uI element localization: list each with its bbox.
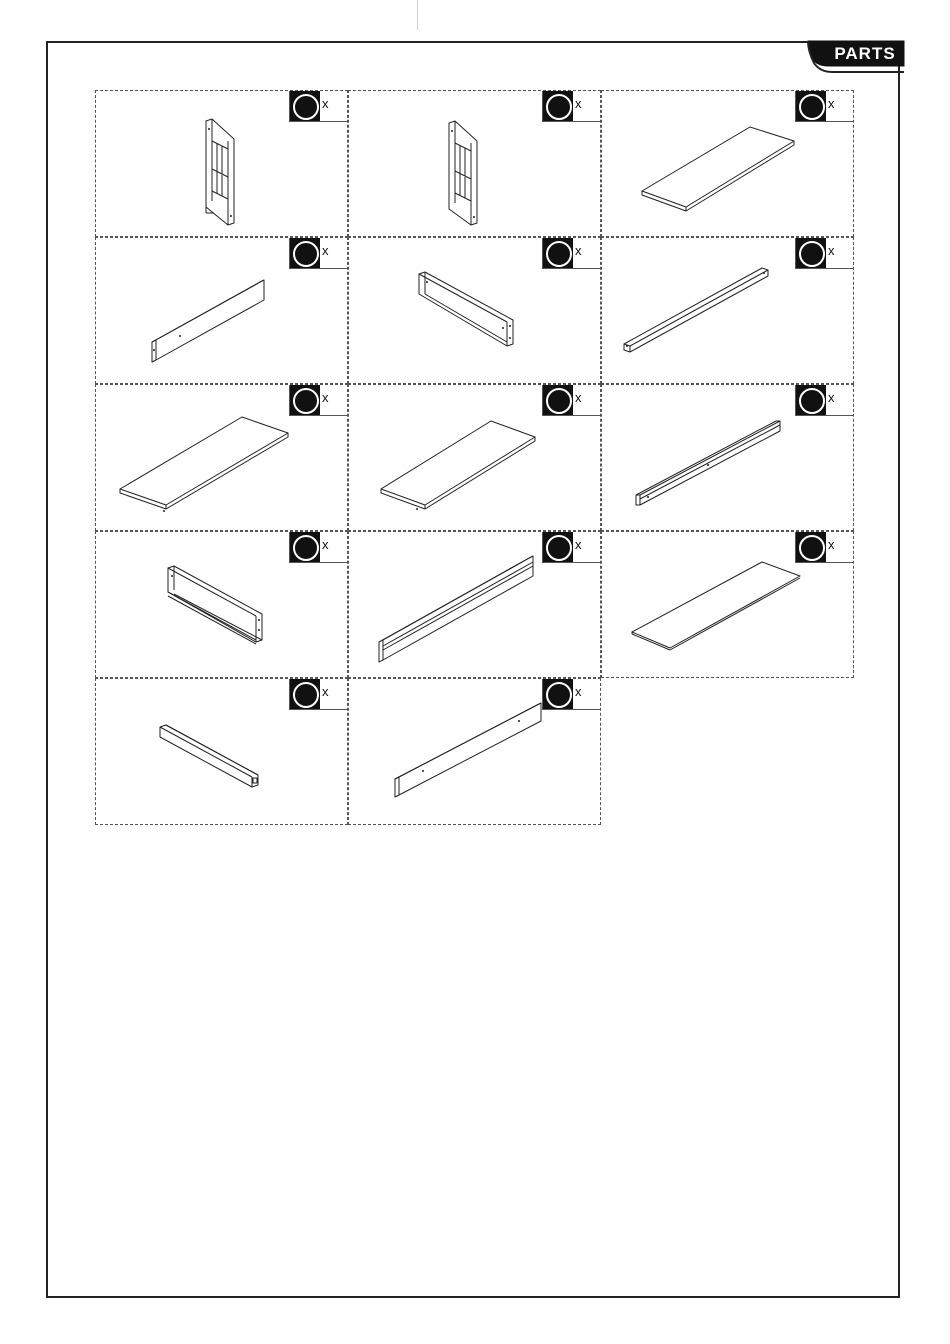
quantity-mark: x xyxy=(322,96,329,111)
quantity-badge xyxy=(795,532,853,563)
quantity-badge xyxy=(289,679,347,710)
part-number-circle-icon xyxy=(293,241,319,267)
part-number-block xyxy=(796,385,826,415)
part-number-block xyxy=(290,238,320,268)
part-number-circle-icon xyxy=(293,535,319,561)
quantity-mark: x xyxy=(322,243,329,258)
part-cell xyxy=(601,531,854,678)
quantity-mark: x xyxy=(828,96,835,111)
part-cell xyxy=(348,237,601,384)
part-number-block xyxy=(290,679,320,709)
part-cell xyxy=(348,531,601,678)
part-number-circle-icon xyxy=(546,682,572,708)
part-number-block xyxy=(543,532,573,562)
part-cell xyxy=(95,90,348,237)
part-number-circle-icon xyxy=(293,682,319,708)
part-number-block xyxy=(543,91,573,121)
part-cell xyxy=(95,237,348,384)
part-number-circle-icon xyxy=(799,94,825,120)
quantity-mark: x xyxy=(575,243,582,258)
quantity-badge xyxy=(289,385,347,416)
parts-tab-label: PARTS xyxy=(834,44,896,63)
part-number-circle-icon xyxy=(546,535,572,561)
part-number-block xyxy=(543,238,573,268)
part-cell xyxy=(348,90,601,237)
quantity-badge xyxy=(289,238,347,269)
top-crop-mark xyxy=(417,0,418,30)
part-number-block xyxy=(290,91,320,121)
quantity-badge xyxy=(289,91,347,122)
quantity-badge xyxy=(542,238,600,269)
part-cell xyxy=(601,237,854,384)
part-cell xyxy=(95,531,348,678)
part-cell xyxy=(601,90,854,237)
part-number-circle-icon xyxy=(799,535,825,561)
part-cell xyxy=(348,678,601,825)
quantity-mark: x xyxy=(575,684,582,699)
quantity-mark: x xyxy=(828,390,835,405)
quantity-badge xyxy=(542,91,600,122)
part-number-circle-icon xyxy=(546,94,572,120)
quantity-badge xyxy=(289,532,347,563)
quantity-mark: x xyxy=(575,390,582,405)
quantity-badge xyxy=(542,385,600,416)
quantity-mark: x xyxy=(322,537,329,552)
part-number-block xyxy=(543,385,573,415)
quantity-badge xyxy=(795,385,853,416)
quantity-mark: x xyxy=(575,537,582,552)
quantity-mark: x xyxy=(575,96,582,111)
part-number-block xyxy=(796,532,826,562)
quantity-badge xyxy=(542,679,600,710)
quantity-mark: x xyxy=(322,390,329,405)
part-number-block xyxy=(796,238,826,268)
quantity-badge xyxy=(795,91,853,122)
part-number-circle-icon xyxy=(293,388,319,414)
part-number-block xyxy=(796,91,826,121)
part-number-circle-icon xyxy=(546,241,572,267)
part-number-circle-icon xyxy=(799,388,825,414)
quantity-badge xyxy=(542,532,600,563)
part-number-block xyxy=(290,385,320,415)
quantity-mark: x xyxy=(322,684,329,699)
part-cell xyxy=(348,384,601,531)
part-number-circle-icon xyxy=(799,241,825,267)
part-number-circle-icon xyxy=(293,94,319,120)
quantity-mark: x xyxy=(828,243,835,258)
part-cell xyxy=(95,678,348,825)
part-number-block xyxy=(543,679,573,709)
quantity-badge xyxy=(795,238,853,269)
parts-grid xyxy=(95,90,855,830)
part-number-circle-icon xyxy=(546,388,572,414)
part-cell xyxy=(95,384,348,531)
quantity-mark: x xyxy=(828,537,835,552)
part-number-block xyxy=(290,532,320,562)
part-cell xyxy=(601,384,854,531)
